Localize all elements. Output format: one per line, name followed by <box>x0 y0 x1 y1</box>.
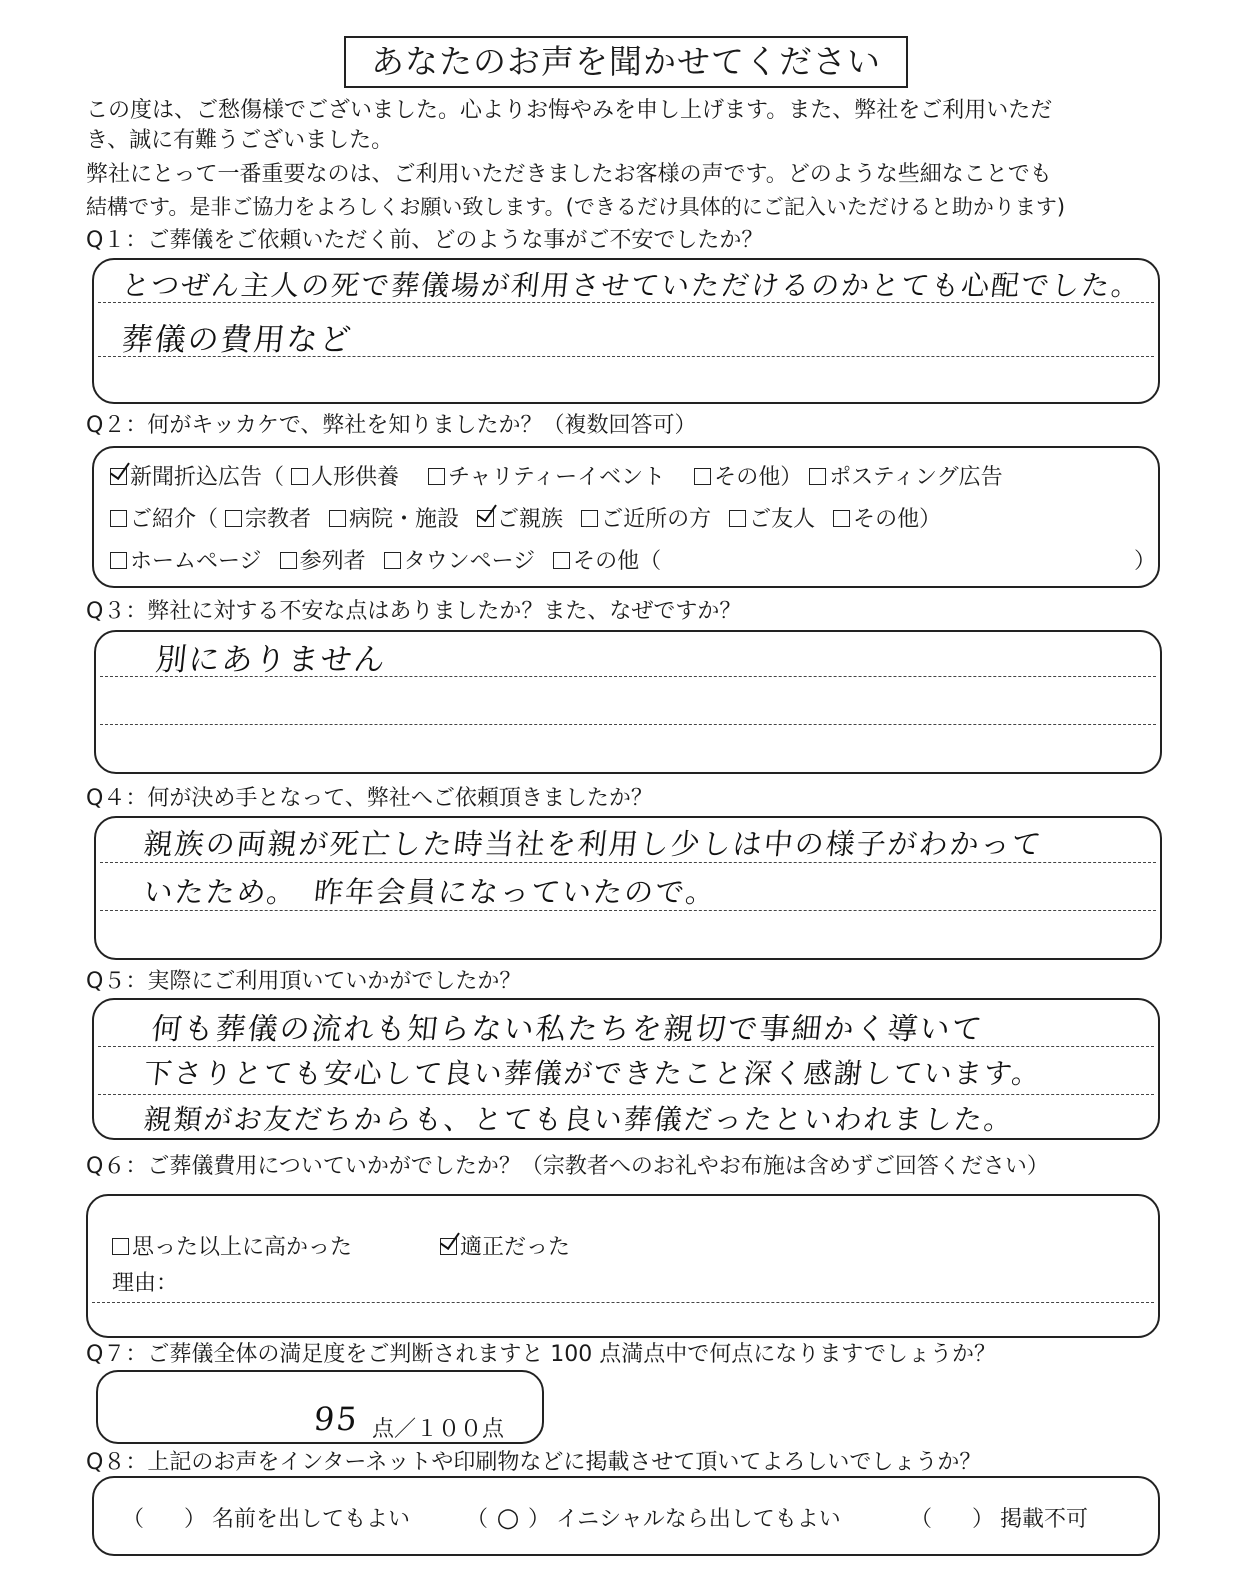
q8-option-initials-ok[interactable]: （ ○ ） イニシャルなら出してもよい <box>466 1503 841 1533</box>
checkbox-checked-icon[interactable] <box>440 1238 457 1255</box>
checkbox-icon[interactable] <box>280 552 297 569</box>
q2-row-2 <box>110 502 941 533</box>
q8-question: Q８：上記のお声をインターネットや印刷物などに掲載させて頂いてよろしいでしょうか？ <box>86 1450 982 1475</box>
q6-option-expensive[interactable]: 思った以上に高かった <box>112 1230 352 1261</box>
q2-options-box <box>92 446 1160 588</box>
q2-option-clergy[interactable]: 宗教者 <box>225 507 311 532</box>
q1-answer-box[interactable] <box>92 258 1160 404</box>
q5-answer-line-3: 親類がお友だちからも、とても良い葬儀だったといわれました。 <box>142 1103 1016 1136</box>
checkbox-icon[interactable] <box>553 552 570 569</box>
page-title: あなたのお声を聞かせてください <box>344 36 908 88</box>
checkbox-icon[interactable] <box>833 510 850 527</box>
q2-option-townpage[interactable]: タウンページ <box>384 549 536 574</box>
q2-option-relatives[interactable]: ご親族 <box>477 507 563 532</box>
checkbox-icon[interactable] <box>110 510 127 527</box>
checkbox-icon[interactable] <box>291 468 308 485</box>
q4-question: Q４：何が決め手となって、弊社へご依頼頂きましたか？ <box>86 786 653 811</box>
q6-reason-label: 理由： <box>112 1271 179 1296</box>
checkbox-icon[interactable] <box>581 510 598 527</box>
q8-option-name-ok[interactable]: （ ） 名前を出してもよい <box>122 1507 411 1532</box>
checkbox-icon[interactable] <box>809 468 826 485</box>
intro-line-2: き、誠に有難うございました。 <box>86 128 394 153</box>
checkbox-icon[interactable] <box>384 552 401 569</box>
q4-answer-line-1: 親族の両親が死亡した時当社を利用し少しは中の様子がわかって <box>142 827 1045 861</box>
q2-option-newspaper[interactable]: 新聞折込広告（ <box>110 465 284 490</box>
q4-answer-line-2: いたため。 昨年会員になっていたので。 <box>142 875 719 909</box>
checkbox-icon[interactable] <box>694 468 711 485</box>
q6-options-box <box>86 1194 1160 1338</box>
q2-option-other-1[interactable]: その他） <box>694 465 802 490</box>
q6-option-reasonable[interactable]: 適正だった <box>440 1230 570 1261</box>
checkbox-icon[interactable] <box>329 510 346 527</box>
q1-question: Q１：ご葬儀をご依頼いただく前、どのような事がご不安でしたか？ <box>86 228 764 253</box>
q2-option-neighbors[interactable]: ご近所の方 <box>581 507 711 532</box>
q2-option-charity-event[interactable]: チャリティーイベント <box>428 465 665 490</box>
q3-answer-line-1: 別にありません <box>153 642 389 678</box>
intro-line-1: この度は、ご愁傷様でございました。心よりお悔やみを申し上げます。また、弊社をご利用いただ <box>86 98 1053 123</box>
q1-answer-line-1: とつぜん主人の死で葬儀場が利用させていただけるのかとても心配でした。 <box>120 269 1144 302</box>
q2-option-friends[interactable]: ご友人 <box>729 507 815 532</box>
q3-answer-box[interactable] <box>94 630 1162 774</box>
circle-mark-icon: ○ <box>496 1503 520 1533</box>
q7-score-suffix: 点／１００点 <box>372 1417 505 1442</box>
q7-question: Q７：ご葬儀全体の満足度をご判断されますと 100 点満点中で何点になりますでしょうか？ <box>86 1342 996 1367</box>
q7-score-box[interactable] <box>96 1370 544 1444</box>
q8-option-not-allowed[interactable]: （ ） 掲載不可 <box>910 1507 1089 1532</box>
q7-score-value: 95 <box>312 1400 361 1438</box>
checkbox-icon[interactable] <box>225 510 242 527</box>
q2-option-referral[interactable]: ご紹介（ <box>110 507 218 532</box>
intro-line-3: 弊社にとって一番重要なのは、ご利用いただきましたお客様の声です。どのような些細なことでも <box>86 162 1052 187</box>
checkbox-checked-icon[interactable] <box>477 510 494 527</box>
checkbox-icon[interactable] <box>428 468 445 485</box>
checkbox-icon[interactable] <box>110 552 127 569</box>
q1-answer-line-2: 葬儀の費用など <box>119 322 355 358</box>
q2-option-hospital[interactable]: 病院・施設 <box>329 507 459 532</box>
intro-line-4: 結構です。是非ご協力をよろしくお願い致します。(できるだけ具体的にご記入いただけると助かります) <box>86 195 1066 219</box>
checkbox-icon[interactable] <box>112 1238 129 1255</box>
q6-question: Q６：ご葬儀費用についていかがでしたか？（宗教者へのお礼やお布施は含めずご回答ください） <box>86 1154 1049 1179</box>
q5-answer-line-2: 下さりとても安心して良い葬儀ができたこと深く感謝しています。 <box>142 1057 1044 1090</box>
q2-option-other-3[interactable]: その他（ <box>553 549 661 574</box>
q2-option-attendee[interactable]: 参列者 <box>280 549 366 574</box>
checkbox-checked-icon[interactable] <box>110 468 127 485</box>
q8-options-box <box>92 1476 1160 1556</box>
q3-question: Q３：弊社に対する不安な点はありましたか？また、なぜですか？ <box>86 599 742 624</box>
q2-option-homepage[interactable]: ホームページ <box>110 549 262 574</box>
q2-option-posting[interactable]: ポスティング広告 <box>809 465 1002 490</box>
q2-option-other-2[interactable]: その他） <box>833 507 941 532</box>
q5-answer-box[interactable] <box>92 998 1160 1140</box>
q4-answer-box[interactable] <box>94 816 1162 960</box>
q5-question: Q５：実際にご利用頂いていかがでしたか？ <box>86 969 522 994</box>
q2-option-doll-memorial[interactable]: 人形供養 <box>291 465 399 490</box>
q5-answer-line-1: 何も葬儀の流れも知らない私たちを親切で事細かく導いて <box>149 1012 986 1047</box>
q2-row-1 <box>110 460 1003 491</box>
q2-question: Q２：何がキッカケで、弊社を知りましたか？（複数回答可） <box>86 413 697 438</box>
q2-close-paren: ） <box>1134 549 1157 574</box>
checkbox-icon[interactable] <box>729 510 746 527</box>
q2-row-3 <box>110 544 661 575</box>
